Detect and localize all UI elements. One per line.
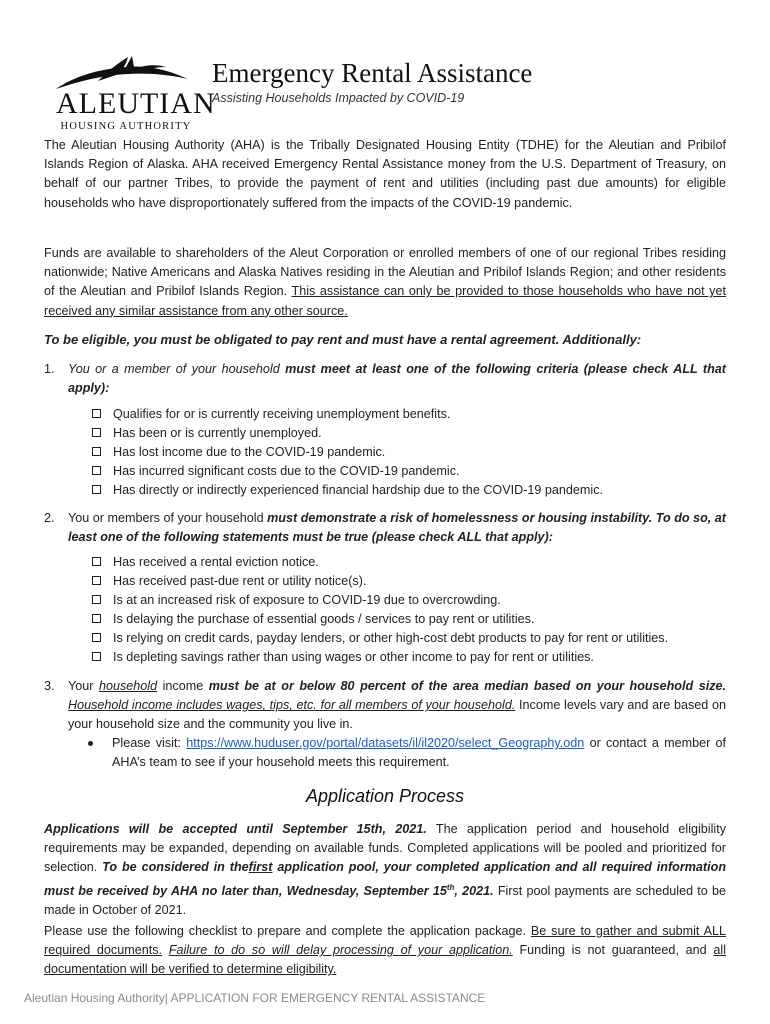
checkbox[interactable] [92,633,101,642]
checkbox[interactable] [92,595,101,604]
checklist-item[interactable] [90,481,730,500]
checklist-item[interactable] [90,629,730,648]
page-title: Emergency Rental Assistance [212,58,533,88]
item-2-lead: You or members of your household [68,511,264,525]
item-3-rest: Income levels vary and are based on your household size and the community you live in. [68,698,726,732]
checkbox[interactable] [92,652,101,661]
flying-bird-icon [48,55,196,91]
huduser-link[interactable]: https://www.huduser.gov/portal/datasets/il/il2020/select_Geography.odn [186,736,585,750]
eligibility-heading: To be eligible, you must be obligated to pay rent and must have a rental agreement. Additionally: [44,332,642,347]
page-subtitle: Assisting Households Impacted by COVID-19 [212,91,465,105]
first-pool-payments: First pool payments are scheduled to be made in October of 2021. [44,883,727,917]
first-pool-text-c: , 2021. [454,883,494,898]
income-limits-bullet [68,734,726,772]
item-3-italic-underlined: Household income includes wages, tips, etc. for all members of your household. [68,698,516,713]
checklist-label: Is at an increased risk of exposure to COVID-19 due to overcrowding. [113,593,501,607]
checkbox[interactable] [92,576,101,585]
intro-p2-text: Funds are available to shareholders of the Aleut Corporation or enrolled members of one of our regional Tribes residing nationwide; Native Americans and Alaska Natives residing in the Aleutian and Pribilof Islands Region; and other residents of the Aleutian and Pribilof Islands Region. [44,246,726,299]
application-p2-b: Funding is not guaranteed, and [519,943,707,958]
application-paragraph-2 [44,922,726,980]
criteria-item-2 [44,509,726,547]
bullet-rest: or contact a member of AHA’s team to see if your household meets this requirement. [112,736,727,769]
item-number: 2. [44,511,55,525]
checklist-item[interactable] [90,610,730,629]
item-3-lead: Your [68,679,94,693]
application-paragraph-1 [44,820,726,920]
item-3-income: income [162,679,204,693]
checklist-label: Has received a rental eviction notice. [113,555,319,569]
intro-paragraph-1: The Aleutian Housing Authority (AHA) is the Tribally Designated Housing Entity (TDHE) for the Aleutian and Pribilof Islands Region of Alaska. AHA received Emergency Rental Assistance money from the U.S. Department of Treasury, on behalf of our partner Tribes, to provide the payment of rent and utilities (including past due amounts) for eligible households who have disproportionately suffered from the impacts of the COVID-19 pandemic. [44,138,726,210]
checklist-label: Has received past-due rent or utility notice(s). [113,574,367,588]
application-p1-rest: The application period and household eligibility requirements may be expanded, depending on available funds. Completed applications will be pooled and prioritized for selection. [44,822,726,875]
checkbox[interactable] [92,466,101,475]
criteria-checklist-2 [90,553,730,667]
first-pool-sup: th [446,882,455,892]
aleutian-housing-authority-logo [48,55,216,135]
checklist-label: Is relying on credit cards, payday lenders, or other high-cost debt products to pay for rent or utilities. [113,631,669,645]
application-p2-a: Please use the following checklist to prepare and complete the application package. [44,924,526,938]
criteria-checklist-1 [90,405,730,500]
checklist-label: Has directly or indirectly experienced financial hardship due to the COVID-19 pandemic. [113,483,604,497]
item-2-bold: must demonstrate a risk of homelessness or housing instability. To do so, at least one of the following statements must be true (please check ALL that apply): [68,511,727,545]
checklist-item[interactable] [90,648,730,667]
bullet-icon [88,741,93,746]
checklist-item[interactable] [90,443,730,462]
checkbox[interactable] [92,447,101,456]
logo-wordmark: ALEUTIAN [56,87,216,120]
checklist-item[interactable] [90,572,730,591]
checklist-item[interactable] [90,424,730,443]
application-p2-underlined-2: all documentation will be verified to determine eligibility. [44,943,726,977]
checklist-item[interactable] [90,405,730,424]
criteria-item-3 [44,677,726,735]
checkbox[interactable] [92,557,101,566]
application-process-heading: Application Process [305,786,465,806]
item-number: 3. [44,679,55,693]
logo-subtitle: HOUSING AUTHORITY [60,121,192,132]
first-pool-first: first [248,860,273,875]
item-number: 1. [44,362,55,376]
checklist-item[interactable] [90,553,730,572]
checkbox[interactable] [92,428,101,437]
page-footer: Aleutian Housing Authority| APPLICATION FOR EMERGENCY RENTAL ASSISTANCE [24,991,486,1005]
first-pool-text-a: To be considered in the [102,860,249,875]
checklist-item[interactable] [90,591,730,610]
checklist-item[interactable] [90,462,730,481]
item-1-lead: You or a member of your household [68,362,280,376]
checkbox[interactable] [92,614,101,623]
checkbox[interactable] [92,409,101,418]
intro-p2-underlined: This assistance can only be provided to those households who have not yet received any similar assistance from any other source. [44,284,726,318]
intro-paragraph-2 [44,244,726,321]
application-p2-italic-underlined: Failure to do so will delay processing of your application. [168,943,513,958]
first-pool-text-b: application pool, your completed application and all required information must be received by AHA no later than, Wednesday, September 15 [44,860,727,898]
criteria-item-1 [44,360,726,398]
item-3-household: household [98,679,158,693]
application-p2-underlined-1: Be sure to gather and submit ALL required documents. [44,924,726,958]
bullet-lead: Please visit: [112,736,181,750]
item-1-bold: must meet at least one of the following criteria (please check ALL that apply): [68,362,726,396]
checklist-label: Is delaying the purchase of essential goods / services to pay rent or utilities. [113,612,535,626]
checklist-label: Is depleting savings rather than using wages or other income to pay for rent or utilities. [113,650,594,664]
checkbox[interactable] [92,485,101,494]
checklist-label: Qualifies for or is currently receiving unemployment benefits. [113,407,451,421]
checklist-label: Has lost income due to the COVID-19 pandemic. [113,445,386,459]
item-3-bold: must be at or below 80 percent of the area median based on your household size. [208,679,726,693]
checklist-label: Has incurred significant costs due to the COVID-19 pandemic. [113,464,460,478]
checklist-label: Has been or is currently unemployed. [113,426,322,440]
deadline-text: Applications will be accepted until September 15th, 2021. [44,822,427,836]
